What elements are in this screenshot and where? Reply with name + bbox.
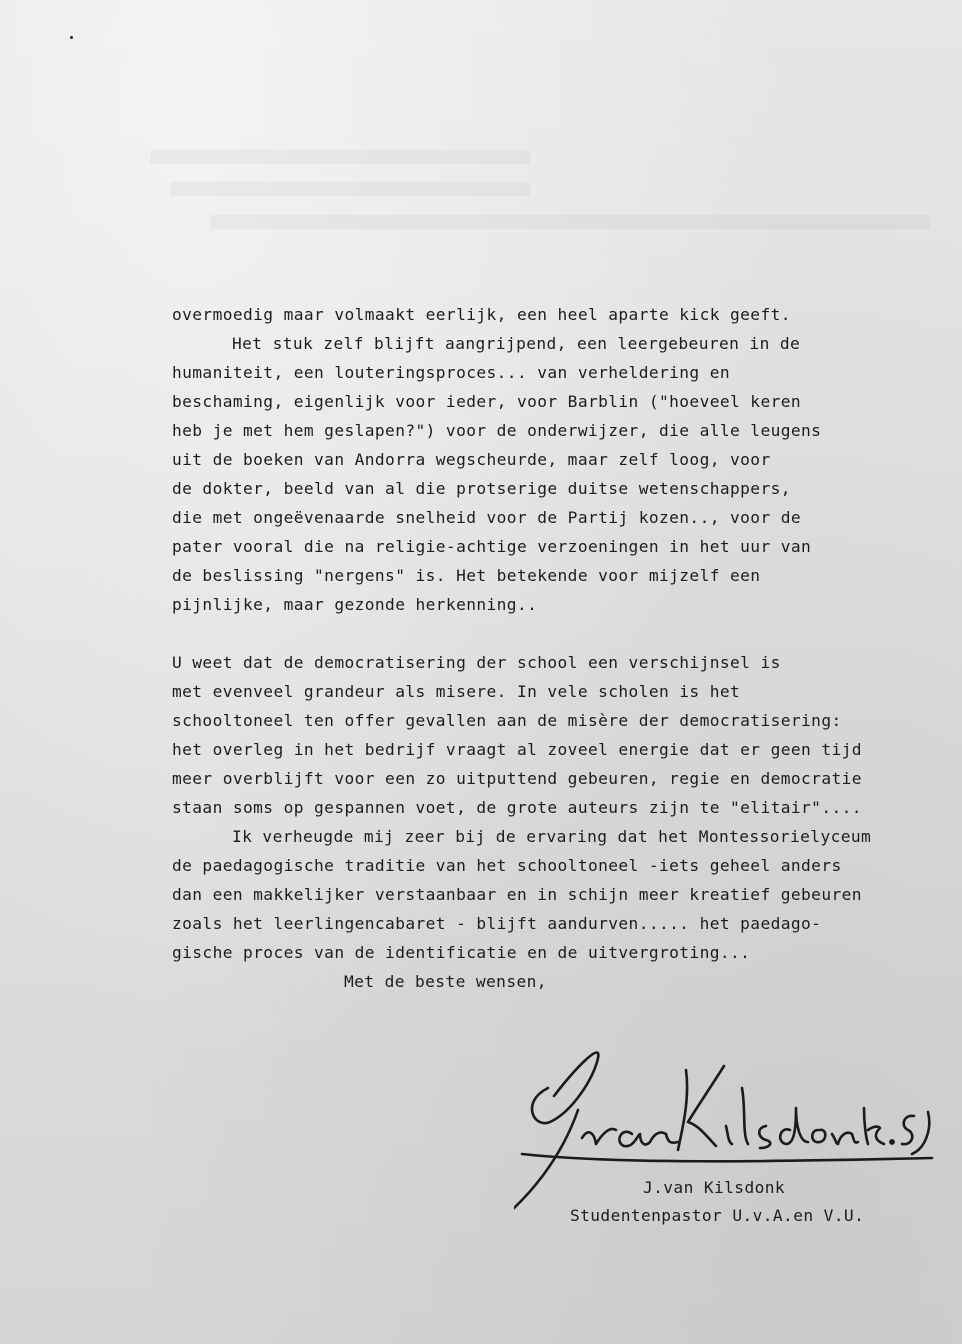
- letter-line: de dokter, beeld van al die protserige duitse wetenschappers,: [172, 479, 791, 498]
- letter-line: het overleg in het bedrijf vraagt al zoveel energie dat er geen tijd: [172, 740, 862, 759]
- letter-line: zoals het leerlingencabaret - blijft aandurven..... het paedago-: [172, 914, 822, 933]
- letter-line: de beslissing "nergens" is. Het betekende voor mijzelf een: [172, 566, 761, 585]
- letter-line: beschaming, eigenlijk voor ieder, voor Barblin ("hoeveel keren: [172, 392, 802, 411]
- letter-line: Het stuk zelf blijft aangrijpend, een leergebeuren in de: [232, 334, 801, 353]
- letter-line: meer overblijft voor een zo uitputtend gebeuren, regie en democratie: [172, 769, 862, 788]
- letter-line: de paedagogische traditie van het schooltoneel -iets geheel anders: [172, 856, 842, 875]
- bleed-through-line: [210, 215, 930, 229]
- letter-line: pijnlijke, maar gezonde herkenning..: [172, 595, 538, 614]
- letter-line: dan een makkelijker verstaanbaar en in schijn meer kreatief gebeuren: [172, 885, 862, 904]
- letter-line: gische proces van de identificatie en de uitvergroting...: [172, 943, 751, 962]
- signatory-title: Studentenpastor U.v.A.en V.U.: [570, 1206, 865, 1225]
- signatory-name: J.van Kilsdonk: [643, 1178, 786, 1197]
- letter-line: humaniteit, een louteringsproces... van verheldering en: [172, 363, 731, 382]
- letter-body: [172, 300, 962, 996]
- paragraph-gap: [172, 619, 962, 648]
- letter-line: staan soms op gespannen voet, de grote auteurs zijn te "elitair"....: [172, 798, 862, 817]
- letter-line: Ik verheugde mij zeer bij de ervaring dat het Montessorielyceum: [232, 827, 872, 846]
- bleed-through-line: [150, 150, 530, 164]
- paper-speck: [70, 36, 73, 39]
- letter-line: die met ongeëvenaarde snelheid voor de Partij kozen.., voor de: [172, 508, 802, 527]
- letter-line: U weet dat de democratisering der school een verschijnsel is: [172, 653, 781, 672]
- letter-line: pater vooral die na religie-achtige verzoeningen in het uur van: [172, 537, 812, 556]
- letter-line: Met de beste wensen,: [344, 972, 547, 991]
- letter-line: met evenveel grandeur als misere. In vele scholen is het: [172, 682, 741, 701]
- letter-line: uit de boeken van Andorra wegscheurde, maar zelf loog, voor: [172, 450, 771, 469]
- letter-line: heb je met hem geslapen?") voor de onderwijzer, die alle leugens: [172, 421, 822, 440]
- bleed-through-line: [170, 182, 530, 196]
- letter-line: schooltoneel ten offer gevallen aan de misère der democratisering:: [172, 711, 842, 730]
- letter-line: overmoedig maar volmaakt eerlijk, een heel aparte kick geeft.: [172, 305, 791, 324]
